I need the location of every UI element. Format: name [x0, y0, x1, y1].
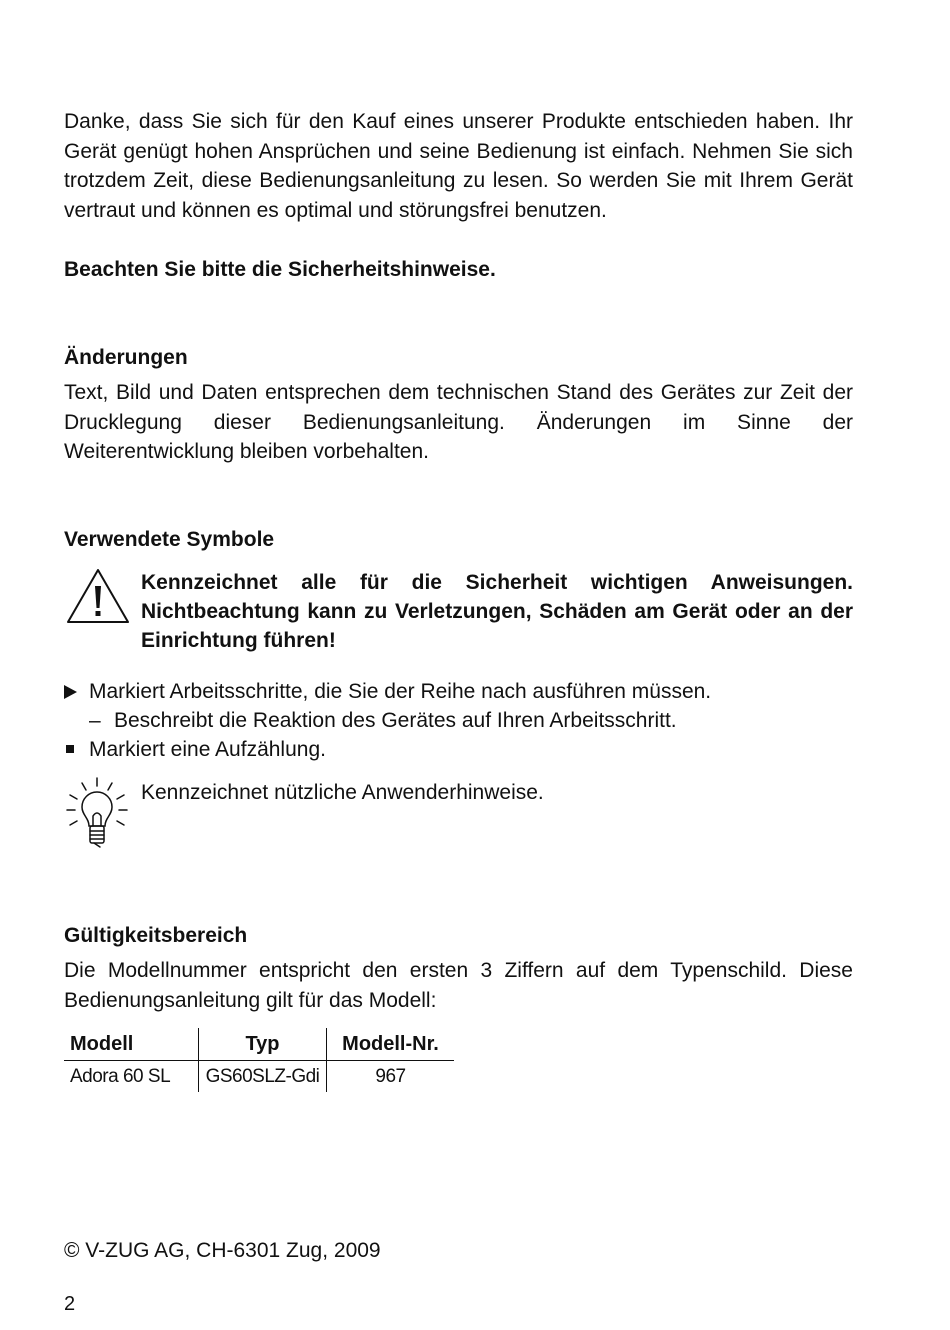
enumeration-description: Markiert eine Aufzählung.: [89, 738, 326, 761]
validity-heading: Gültigkeitsbereich: [64, 924, 248, 947]
column-header-model: Modell: [70, 1032, 134, 1055]
reaction-symbol-row: [89, 706, 677, 735]
step-symbol-row: [64, 677, 711, 706]
model-table: [64, 1028, 454, 1092]
reaction-dash: –: [89, 709, 101, 732]
cell-model-number: 967: [327, 1061, 455, 1093]
column-header-model-number: Modell-Nr.: [327, 1028, 455, 1061]
bullet-square-icon: [64, 735, 89, 764]
cell-type: GS60SLZ-Gdi: [199, 1061, 327, 1093]
enumeration-symbol-row: [64, 735, 326, 764]
table-row: [64, 1061, 454, 1093]
table-header-row: [64, 1028, 454, 1061]
cell-model: Adora 60 SL: [70, 1065, 171, 1087]
warning-triangle-icon: [64, 566, 132, 626]
safety-note: Beachten Sie bitte die Sicherheitshinweise.: [64, 258, 496, 281]
intro-paragraph: Danke, dass Sie sich für den Kauf eines unserer Produkte entschieden haben. Ihr Gerät genügt hohen Ansprüchen und seine Bedienung ist einfach. Nehmen Sie sich trotzdem Zeit, diese Bedienungsanleitung zu lesen. So werden Sie mit Ihrem Gerät vertraut und können es optimal und störungsfrei benutzen.: [64, 110, 853, 222]
step-arrow-icon: [64, 677, 89, 706]
copyright-notice: © V-ZUG AG, CH-6301 Zug, 2009: [64, 1239, 381, 1262]
tip-description: Kennzeichnet nützliche Anwenderhinweise.: [141, 781, 544, 804]
column-header-type: Typ: [199, 1028, 327, 1061]
page-number: 2: [64, 1293, 76, 1315]
warning-description: Kennzeichnet alle für die Sicherheit wichtigen Anweisungen. Nichtbeachtung kann zu Verletzungen, Schäden am Gerät oder an der Einrichtung führen!: [141, 571, 853, 652]
changes-heading: Änderungen: [64, 346, 188, 369]
reaction-description: Beschreibt die Reaktion des Gerätes auf Ihren Arbeitsschritt.: [114, 709, 677, 732]
changes-paragraph: Text, Bild und Daten entsprechen dem technischen Stand des Gerätes zur Zeit der Drucklegung dieser Bedienungsanleitung. Änderungen im Sinne der Weiterentwicklung bleiben vorbehalten.: [64, 381, 853, 463]
step-description: Markiert Arbeitsschritte, die Sie der Reihe nach ausführen müssen.: [89, 680, 712, 703]
symbols-heading: Verwendete Symbole: [64, 528, 275, 551]
validity-paragraph: Die Modellnummer entspricht den ersten 3 Ziffern auf dem Typenschild. Diese Bedienungsanleitung gilt für das Modell:: [64, 959, 853, 1012]
light-bulb-icon: [64, 776, 130, 850]
